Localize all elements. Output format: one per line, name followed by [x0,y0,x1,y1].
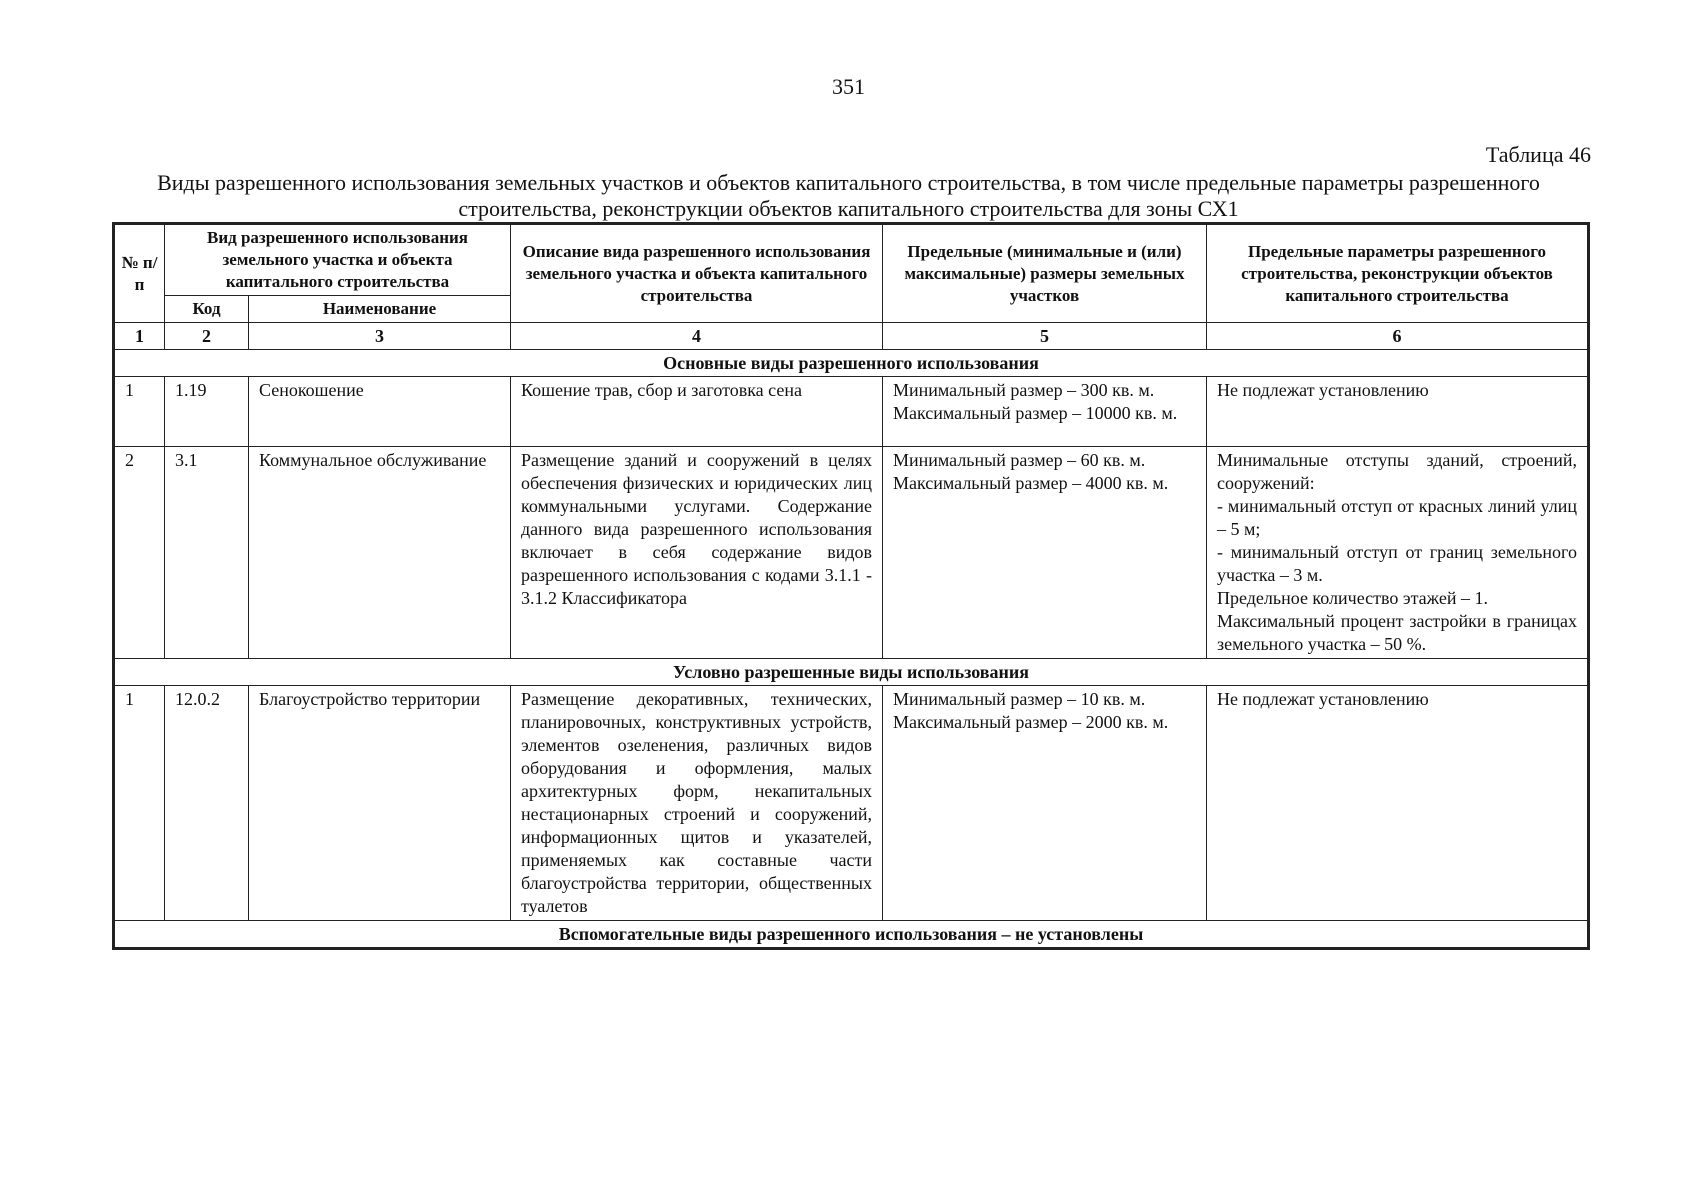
row-name: Коммунальное обслуживание [249,447,511,659]
row-code: 3.1 [165,447,249,659]
row-num: 1 [115,686,165,921]
column-number: 3 [249,323,511,350]
header-row [115,225,1588,296]
header-num: № п/п [115,225,165,323]
header-name: Наименование [249,296,511,323]
row-description: Кошение трав, сбор и заготовка сена [511,377,883,447]
section-row-auxiliary [115,921,1588,948]
column-number-row [115,323,1588,350]
table-row [115,377,1588,447]
row-code: 1.19 [165,377,249,447]
header-sizes: Предельные (минимальные и (или) максимальные) размеры земельных участков [883,225,1207,323]
row-params [1207,377,1588,447]
table-label: Таблица 46 [1485,142,1591,167]
section-title: Вспомогательные виды разрешенного использования – не установлены [115,921,1588,948]
param-line: - минимальный отступ от красных линий улиц – 5 м; [1217,496,1577,539]
section-row-conditional [115,659,1588,686]
row-params [1207,447,1588,659]
row-name: Благоустройство территории [249,686,511,921]
row-sizes: Минимальный размер – 60 кв. м. Максимальный размер – 4000 кв. м. [883,447,1207,659]
param-line: Минимальные отступы зданий, строений, сооружений: [1217,450,1577,493]
param-line: - минимальный отступ от границ земельного участка – 3 м. [1217,542,1577,585]
param-line: Не подлежат установлению [1217,689,1429,709]
header-code: Код [165,296,249,323]
header-params: Предельные параметры разрешенного строительства, реконструкции объектов капитального строительства [1207,225,1588,323]
section-title: Условно разрешенные виды использования [115,659,1588,686]
header-description: Описание вида разрешенного использования земельного участка и объекта капитального строительства [511,225,883,323]
row-code: 12.0.2 [165,686,249,921]
row-description: Размещение декоративных, технических, планировочных, конструктивных устройств, элементов озеленения, различных видов оборудования и оформления, малых архитектурных форм, некапитальных нестационарных строений и сооружений, информационных щитов и указателей, применяемых как составные части благоустройства территории, общественных туалетов [511,686,883,921]
column-number: 5 [883,323,1207,350]
permitted-use-table [114,224,1588,948]
param-line: Максимальный процент застройки в границах земельного участка – 50 %. [1217,611,1577,654]
column-number: 4 [511,323,883,350]
row-description: Размещение зданий и сооружений в целях обеспечения физических и юридических лиц коммунальными услугами. Содержание данного вида разрешенного использования включает в себя содержание видов разрешенного использования с кодами 3.1.1 - 3.1.2 Классификатора [511,447,883,659]
row-name: Сенокошение [249,377,511,447]
param-line: Не подлежат установлению [1217,380,1429,400]
section-title: Основные виды разрешенного использования [115,350,1588,377]
column-number: 1 [115,323,165,350]
table-title: Виды разрешенного использования земельных участков и объектов капитального строительства, в том числе предельные параметры разрешенного строительства, реконструкции объектов капитального строительства для зоны СХ1 [157,170,1540,221]
row-params [1207,686,1588,921]
page-number: 351 [832,74,865,99]
table-row [115,686,1588,921]
column-number: 6 [1207,323,1588,350]
row-num: 2 [115,447,165,659]
row-num: 1 [115,377,165,447]
table-row [115,447,1588,659]
column-number: 2 [165,323,249,350]
section-row-main [115,350,1588,377]
row-sizes: Минимальный размер – 10 кв. м. Максимальный размер – 2000 кв. м. [883,686,1207,921]
row-sizes: Минимальный размер – 300 кв. м. Максимальный размер – 10000 кв. м. [883,377,1207,447]
param-line: Предельное количество этажей – 1. [1217,588,1488,608]
header-kind: Вид разрешенного использования земельного участка и объекта капитального строительства [165,225,511,296]
